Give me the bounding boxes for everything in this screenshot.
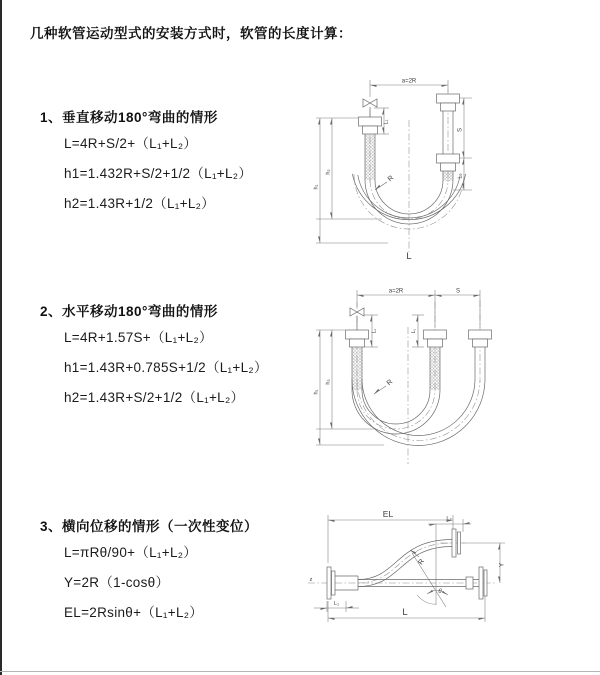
diagram-labels	[310, 509, 506, 618]
hose-drawing	[327, 529, 487, 599]
dim-label-l2: L₂	[457, 173, 464, 179]
dim-label-l1: L₁	[383, 119, 390, 125]
dim-label-el: EL	[382, 509, 394, 519]
formula-line: L=4R+S/2+（L₁+L₂）	[64, 136, 198, 151]
dim-label-y: Y	[498, 562, 506, 568]
formula-line: Y=2R（1-cosθ）	[64, 575, 170, 590]
hose-drawing	[346, 308, 492, 446]
dim-label-a2r: a=2R	[388, 288, 404, 295]
dim-label-h1: h₁	[313, 389, 320, 395]
section-horizontal-movement	[40, 300, 268, 406]
formula-line: h2=1.43R+1/2（L₁+L₂）	[64, 196, 215, 211]
dim-label-h1: h₁	[313, 184, 320, 190]
section-2-heading: 2、水平移动180°弯曲的情形	[40, 304, 218, 319]
valve-icon	[350, 308, 364, 316]
dim-label-a2r: a=2R	[401, 78, 417, 85]
radius-label: R	[386, 174, 396, 184]
dimension-lines	[314, 515, 505, 622]
construction-lines	[410, 524, 448, 607]
valve-icon	[363, 99, 377, 107]
section-lateral-displacement	[40, 515, 258, 621]
angle-label: θ	[438, 589, 442, 595]
section-vertical-movement	[40, 106, 252, 212]
formula-line: h2=1.43R+S/2+1/2（L₁+L₂）	[64, 390, 245, 405]
formula-line: h1=1.43R+0.785S+1/2（L₁+L₂）	[64, 360, 268, 375]
dim-label-l1: L₁	[334, 601, 339, 607]
formula-line: h1=1.432R+S/2+1/2（L₁+L₂）	[64, 166, 253, 181]
diagram-horizontal-180-bend	[312, 282, 595, 472]
section-3-heading: 3、横向位移的情形（一次性变位）	[40, 519, 259, 534]
dim-label-l2: L₂	[446, 516, 452, 522]
dim-label-s: S	[455, 288, 461, 295]
section-2-formulas	[64, 330, 268, 406]
dim-label-h2: h₂	[325, 169, 332, 175]
radius-label: R	[385, 378, 395, 388]
section-1-heading: 1、垂直移动180°弯曲的情形	[40, 110, 218, 125]
diagram-vertical-180-bend	[312, 72, 582, 268]
formula-line: EL=2Rsinθ+（L₁+L₂）	[64, 605, 204, 620]
radius-label: R	[417, 558, 427, 567]
length-label: L	[406, 251, 412, 262]
section-3-formulas	[64, 545, 258, 621]
scan-edge-bottom	[0, 671, 600, 672]
length-label: L	[402, 607, 408, 618]
section-1-formulas	[64, 136, 252, 212]
dim-label-s: S	[457, 127, 464, 133]
scan-edge-left	[0, 0, 2, 675]
diagram-lateral-displacement	[300, 503, 590, 651]
dim-label-l1: L₁	[371, 328, 378, 334]
dim-label-l1b: L₁	[411, 328, 417, 334]
dim-label-h2: h₂	[325, 379, 332, 385]
centerlines	[357, 300, 480, 464]
formula-line: L=πRθ/90+（L₁+L₂）	[64, 545, 198, 560]
page-title: 几种软管运动型式的安装方式时，软管的长度计算：	[30, 26, 352, 41]
formula-line: L=4R+1.57S+（L₁+L₂）	[64, 330, 213, 345]
axis-label-z: z	[309, 577, 313, 583]
